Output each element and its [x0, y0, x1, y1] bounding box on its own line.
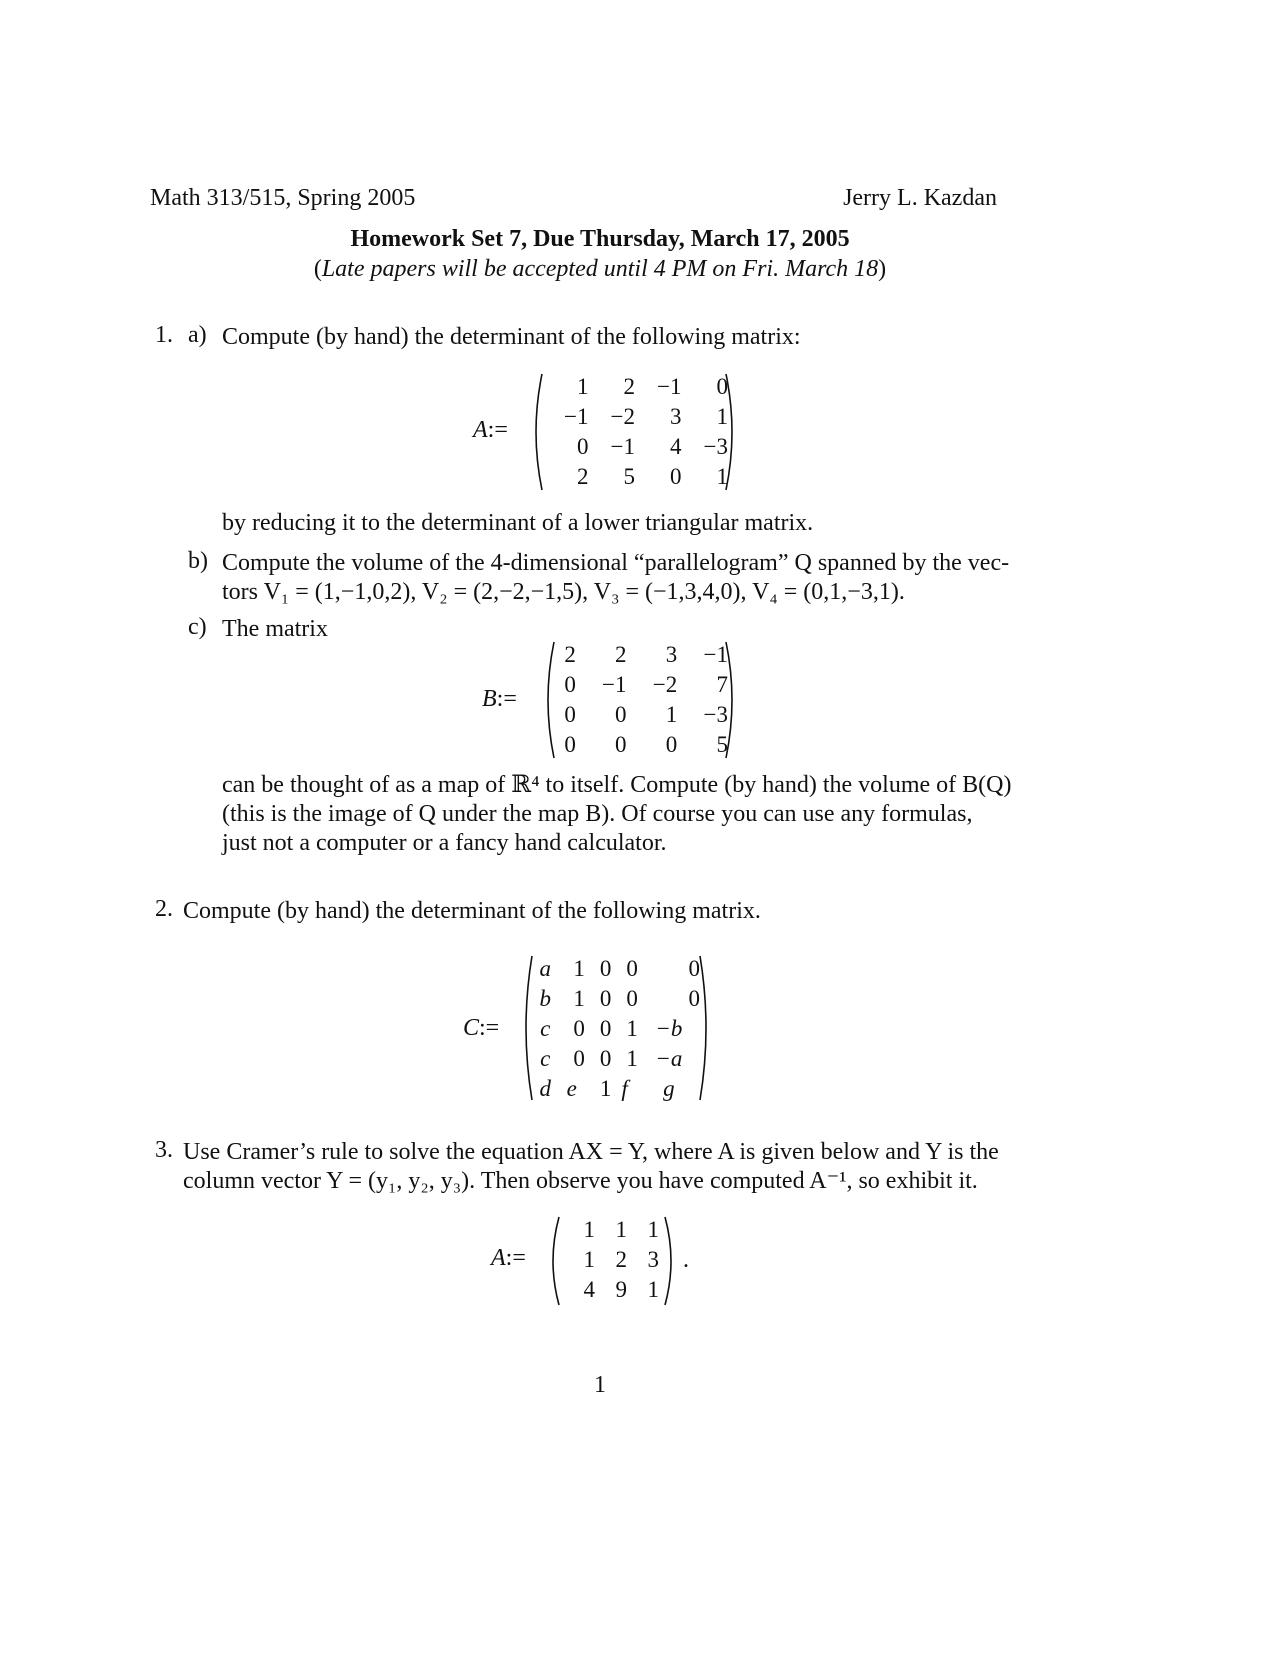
matrix-cell: 5 [623, 464, 635, 489]
problem1a-after: by reducing it to the determinant of a lower triangular matrix. [222, 510, 814, 536]
matrix-cell: 0 [573, 1046, 585, 1071]
matrix-c-name: C [463, 1015, 480, 1041]
matrix-cell: 9 [615, 1277, 627, 1302]
matrix-row [542, 402, 728, 432]
matrix-cell: 0 [577, 434, 589, 459]
matrix-cell: −1 [610, 434, 635, 459]
matrix-cell: 0 [599, 956, 612, 981]
matrix-row [542, 462, 728, 492]
matrix-cell: 0 [688, 986, 700, 1011]
matrix-row [563, 1275, 659, 1305]
matrix-cell: 0 [688, 956, 700, 981]
matrix-cell: 0 [573, 1016, 585, 1041]
assign-operator: := [496, 686, 517, 712]
matrix-cell: 7 [716, 672, 728, 697]
problem1-number: 1. [155, 322, 173, 348]
matrix-cell: 1 [599, 1076, 612, 1101]
matrix-cell: 0 [626, 956, 638, 981]
matrix-a [528, 372, 740, 492]
matrix-cell: 0 [716, 374, 728, 399]
matrix-cell: a [539, 956, 551, 981]
matrix-row [532, 1014, 700, 1044]
matrix-cell: −2 [652, 672, 678, 697]
matrix-a-name: A [473, 417, 488, 443]
page-title: Homework Set 7, Due Thursday, March 17, 2005 [350, 226, 850, 252]
right-paren [663, 1215, 679, 1307]
matrix-row [542, 372, 728, 402]
matrix-c-label [463, 1015, 499, 1042]
right-paren [724, 640, 740, 760]
matrix-row [532, 954, 700, 984]
matrix-cell: e [566, 1076, 577, 1101]
matrix-a3-label [491, 1245, 526, 1272]
matrix-a-table [542, 372, 728, 492]
matrix-cell: 0 [564, 672, 576, 697]
matrix-cell: 0 [599, 1046, 612, 1071]
matrix-cell: −1 [703, 642, 728, 667]
matrix-cell: 1 [716, 404, 728, 429]
matrix-row [532, 1074, 700, 1104]
matrix-a3-table [563, 1215, 659, 1305]
matrix-b-name: B [482, 686, 497, 712]
matrix-cell: 1 [626, 1046, 638, 1071]
problem1a-label: a) [188, 322, 207, 348]
problem1b-line1: Compute the volume of the 4-dimensional “parallelogram” Q spanned by the vec- [222, 550, 1010, 576]
matrix-row [552, 730, 728, 760]
matrix-c [518, 954, 714, 1102]
matrix-row [532, 984, 700, 1014]
problem1c-after-line1: can be thought of as a map of ℝ⁴ to itself. Compute (by hand) the volume of B(Q) [222, 772, 1012, 798]
matrix-cell: 0 [599, 1016, 612, 1041]
matrix-cell: d [539, 1076, 551, 1101]
matrix-cell: 3 [665, 642, 678, 667]
matrix-b-table [552, 640, 728, 760]
matrix-a3-name: A [491, 1245, 506, 1271]
matrix-cell: g [663, 1076, 675, 1101]
matrix-cell: 0 [665, 732, 678, 757]
matrix-cell: 0 [564, 732, 576, 757]
matrix-cell: c [540, 1016, 551, 1041]
period: . [683, 1247, 689, 1273]
problem1a-text: Compute (by hand) the determinant of the following matrix: [222, 324, 801, 350]
problem2-number: 2. [155, 896, 173, 922]
problem3-line1: Use Cramer’s rule to solve the equation AX = Y, where A is given below and Y is the [183, 1139, 999, 1165]
matrix-cell: −b [655, 1016, 683, 1041]
matrix-row [552, 670, 728, 700]
matrix-row [532, 1044, 700, 1074]
matrix-cell: 2 [615, 642, 627, 667]
right-paren [698, 954, 714, 1102]
assign-operator: := [479, 1015, 500, 1041]
right-paren [724, 372, 740, 492]
matrix-cell: 3 [670, 404, 682, 429]
matrix-a3 [545, 1215, 681, 1307]
matrix-cell: 0 [670, 464, 682, 489]
course-header: Math 313/515, Spring 2005 [150, 185, 416, 211]
matrix-row [542, 432, 728, 462]
matrix-b [540, 640, 740, 760]
matrix-cell: 0 [626, 986, 638, 1011]
matrix-cell: 1 [573, 956, 585, 981]
matrix-cell: 0 [599, 986, 612, 1011]
matrix-cell: c [540, 1046, 551, 1071]
matrix-c-table [532, 954, 700, 1104]
matrix-cell: 1 [573, 986, 585, 1011]
matrix-cell: 1 [615, 1217, 627, 1242]
matrix-row [552, 640, 728, 670]
matrix-cell: 4 [583, 1277, 595, 1302]
problem1c-after-line3: just not a computer or a fancy hand calculator. [222, 830, 667, 856]
problem1b-label: b) [188, 548, 208, 574]
matrix-cell: 1 [583, 1217, 595, 1242]
matrix-cell: 1 [626, 1016, 638, 1041]
matrix-cell: 3 [647, 1247, 659, 1272]
matrix-cell: 1 [577, 374, 589, 399]
page-subtitle: (Late papers will be accepted until 4 PM on Fri. March 18) [313, 256, 887, 282]
matrix-row [563, 1215, 659, 1245]
problem3-number: 3. [155, 1137, 173, 1163]
problem2-text: Compute (by hand) the determinant of the following matrix. [183, 898, 761, 924]
assign-operator: := [487, 417, 508, 443]
matrix-cell: 1 [583, 1247, 595, 1272]
matrix-cell: 5 [716, 732, 728, 757]
matrix-cell: 1 [665, 702, 678, 727]
problem1c-text: The matrix [222, 616, 328, 642]
matrix-cell: −3 [703, 434, 728, 459]
matrix-cell: −1 [564, 404, 589, 429]
matrix-a-label [473, 417, 508, 444]
matrix-cell: f [621, 1076, 628, 1101]
matrix-cell: −3 [703, 702, 728, 727]
subtitle-text: Late papers will be accepted until 4 PM on Fri. March 18 [321, 256, 879, 282]
page-number: 1 [594, 1372, 606, 1398]
matrix-cell: −1 [657, 374, 682, 399]
matrix-b-label [482, 686, 517, 713]
matrix-cell: 1 [647, 1277, 659, 1302]
matrix-cell: −1 [602, 672, 627, 697]
problem1c-label: c) [188, 614, 207, 640]
problem1b-line2: tors V₁ = (1,−1,0,2), V₂ = (2,−2,−1,5), V₃ = (−1,3,4,0), V₄ = (0,1,−3,1). [222, 579, 905, 605]
matrix-cell: 2 [623, 374, 635, 399]
matrix-cell: 2 [577, 464, 589, 489]
matrix-cell: 2 [564, 642, 576, 667]
matrix-cell: −2 [610, 404, 635, 429]
matrix-cell: 0 [564, 702, 576, 727]
matrix-cell: −a [655, 1046, 683, 1071]
author-header: Jerry L. Kazdan [843, 185, 997, 211]
matrix-cell: 2 [615, 1247, 627, 1272]
matrix-cell: 1 [716, 464, 728, 489]
matrix-row [552, 700, 728, 730]
problem3-line2: column vector Y = (y₁, y₂, y₃). Then observe you have computed A⁻¹, so exhibit it. [183, 1168, 978, 1194]
left-paren [545, 1215, 561, 1307]
matrix-cell: 1 [647, 1217, 659, 1242]
problem1c-after-line2: (this is the image of Q under the map B). Of course you can use any formulas, [222, 801, 973, 827]
matrix-cell: 0 [615, 702, 627, 727]
matrix-cell: 4 [670, 434, 682, 459]
assign-operator: := [505, 1245, 526, 1271]
matrix-cell: b [539, 986, 551, 1011]
matrix-cell: 0 [615, 732, 627, 757]
matrix-row [563, 1245, 659, 1275]
